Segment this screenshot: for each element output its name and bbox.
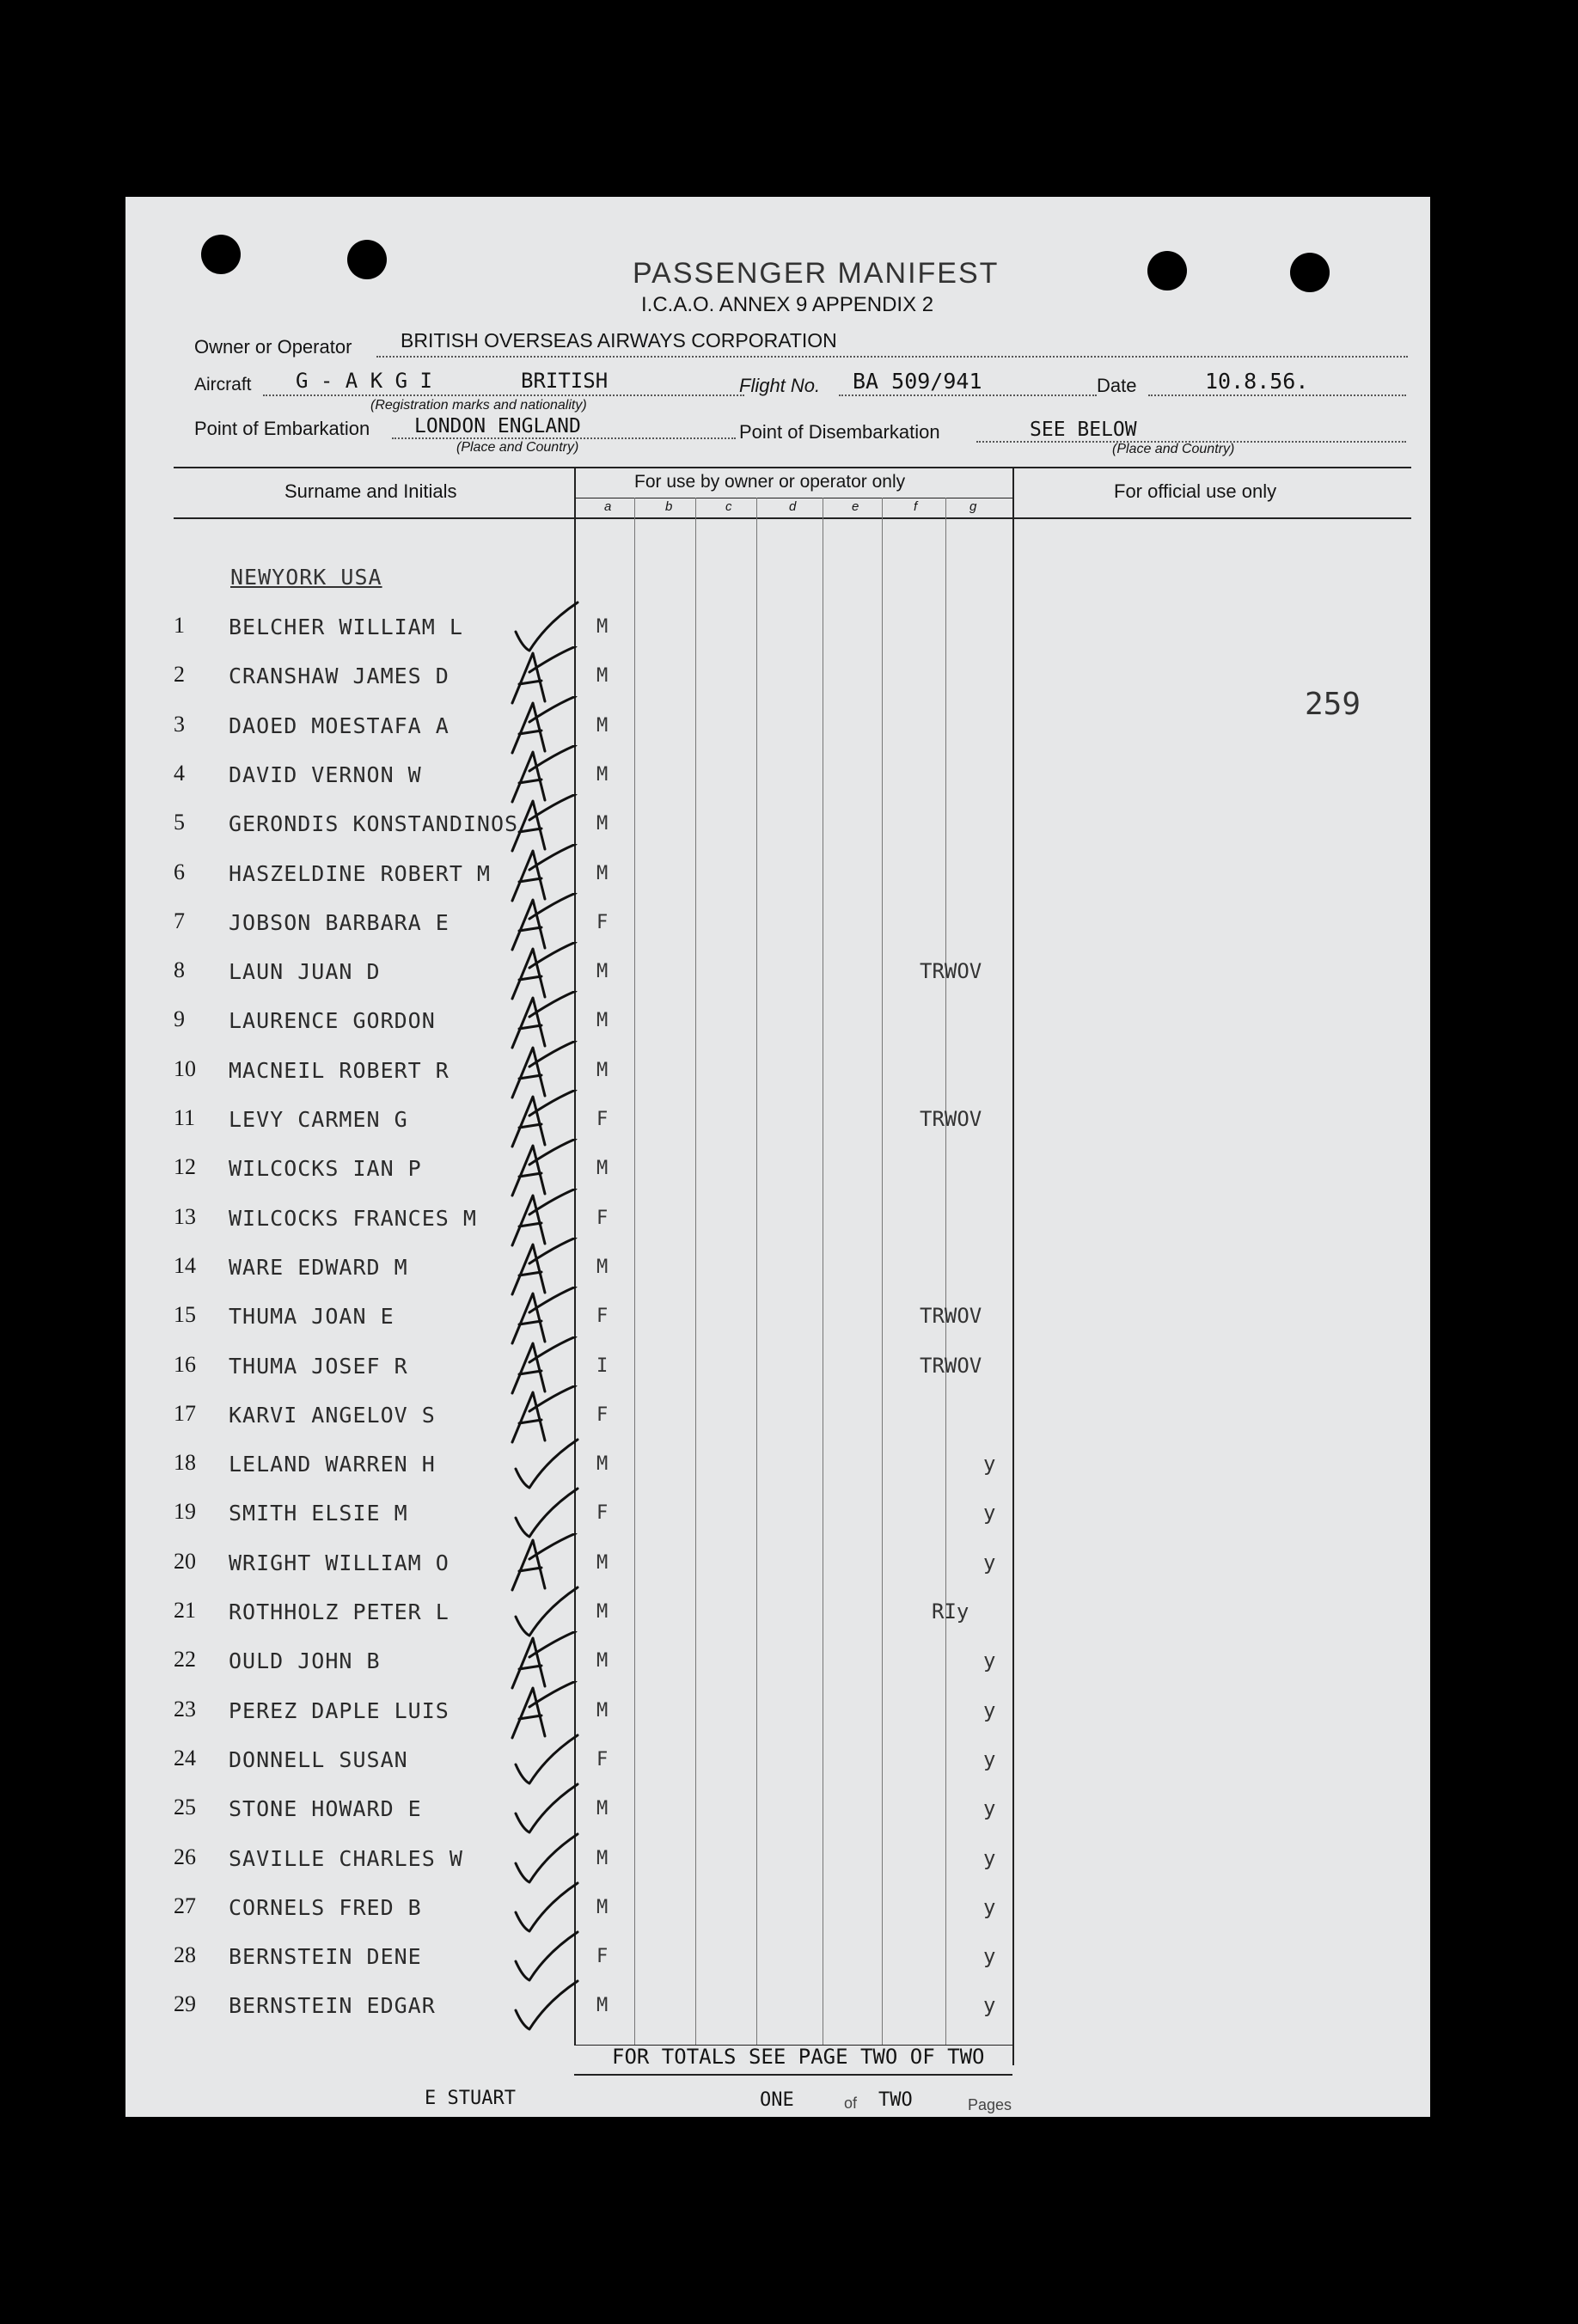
table-row	[125, 1048, 1430, 1097]
subcol-d: d	[789, 499, 797, 514]
column-g-note: y	[983, 1550, 996, 1575]
page-current: ONE	[760, 2089, 794, 2111]
passenger-sex: M	[596, 1995, 609, 2016]
passenger-name: OULD JOHN B	[229, 1648, 381, 1673]
passenger-sex: M	[596, 1700, 609, 1722]
table-row	[125, 1934, 1430, 1983]
table-row	[125, 1343, 1430, 1392]
table-row	[125, 703, 1430, 752]
column-g-note: TRWOV	[920, 1354, 982, 1378]
table-row	[125, 604, 1430, 653]
row-number: 1	[174, 613, 185, 638]
table-row	[125, 1441, 1430, 1490]
passenger-name: JOBSON BARBARA E	[229, 910, 450, 935]
passenger-name: STONE HOWARD E	[229, 1796, 422, 1821]
punch-hole	[201, 235, 241, 274]
passenger-sex: M	[596, 813, 609, 835]
subcol-a: a	[604, 499, 612, 514]
subcol-g: g	[969, 499, 977, 514]
disembarkation-note: (Place and Country)	[1112, 442, 1235, 456]
date-value: 10.8.56.	[1205, 369, 1309, 394]
column-g-note: y	[983, 1648, 996, 1673]
table-row	[125, 1392, 1430, 1441]
passenger-name: BERNSTEIN DENE	[229, 1944, 422, 1969]
table-row	[125, 851, 1430, 900]
totals-note: FOR TOTALS SEE PAGE TWO OF TWO	[612, 2045, 985, 2069]
row-number: 4	[174, 761, 185, 786]
col-official-header: For official use only	[1114, 480, 1277, 502]
passenger-sex: F	[596, 912, 609, 933]
row-number: 16	[174, 1352, 196, 1377]
disembarkation-label: Point of Disembarkation	[739, 421, 940, 443]
passenger-name: WILCOCKS FRANCES M	[229, 1206, 477, 1231]
table-row	[125, 949, 1430, 998]
column-g-note: y	[983, 1501, 996, 1525]
table-row	[125, 1638, 1430, 1687]
aircraft-label: Aircraft	[194, 375, 252, 394]
table-row	[125, 801, 1430, 850]
row-number: 26	[174, 1844, 196, 1869]
row-number: 13	[174, 1204, 196, 1229]
embarkation-note: (Place and Country)	[456, 440, 579, 455]
column-g-note: y	[983, 1796, 996, 1820]
col-surname-header: Surname and Initials	[284, 480, 457, 502]
passenger-name: DAOED MOESTAFA A	[229, 713, 450, 738]
row-number: 3	[174, 712, 185, 737]
of-label: of	[844, 2095, 858, 2112]
row-number: 7	[174, 908, 185, 933]
handwritten-check-mark	[504, 1976, 581, 2036]
destination-heading: NEWYORK USA	[230, 565, 382, 590]
embarkation-value: LONDON ENGLAND	[414, 415, 581, 437]
passenger-name: CRANSHAW JAMES D	[229, 664, 450, 688]
passenger-sex: F	[596, 1749, 609, 1771]
col-operator-header: For use by owner or operator only	[634, 472, 906, 492]
passenger-sex: M	[596, 1453, 609, 1475]
passenger-name: MACNEIL ROBERT R	[229, 1058, 450, 1083]
table-row	[125, 900, 1430, 949]
table-row	[125, 998, 1430, 1047]
row-number: 17	[174, 1401, 196, 1426]
pages-label: Pages	[968, 2096, 1012, 2113]
page-stamp: 259	[1305, 687, 1361, 722]
column-g-note: y	[983, 1993, 996, 2017]
row-number: 28	[174, 1942, 196, 1967]
passenger-sex: M	[596, 1158, 609, 1179]
passenger-name: BELCHER WILLIAM L	[229, 615, 463, 639]
passenger-name: SMITH ELSIE M	[229, 1501, 408, 1526]
passenger-sex: M	[596, 1257, 609, 1278]
passenger-name: BERNSTEIN EDGAR	[229, 1993, 436, 2018]
passenger-sex: M	[596, 665, 609, 687]
table-row	[125, 1490, 1430, 1539]
passenger-sex: M	[596, 1848, 609, 1869]
column-g-note: TRWOV	[920, 1107, 982, 1131]
registration-note: (Registration marks and nationality)	[370, 398, 587, 413]
table-row	[125, 1786, 1430, 1835]
row-number: 15	[174, 1302, 196, 1327]
table-row	[125, 1885, 1430, 1934]
table-row	[125, 653, 1430, 702]
row-number: 19	[174, 1499, 196, 1524]
row-number: 25	[174, 1795, 196, 1819]
passenger-sex: F	[596, 1946, 609, 1967]
table-row	[125, 1688, 1430, 1737]
passenger-name: DONNELL SUSAN	[229, 1747, 408, 1772]
passenger-sex: I	[596, 1355, 609, 1377]
row-number: 23	[174, 1697, 196, 1722]
passenger-sex: M	[596, 1601, 609, 1623]
passenger-sex: F	[596, 1404, 609, 1426]
passenger-sex: M	[596, 1060, 609, 1081]
owner-label: Owner or Operator	[194, 336, 352, 358]
passenger-name: THUMA JOAN E	[229, 1304, 394, 1329]
column-g-note: y	[983, 1846, 996, 1870]
passenger-sex: M	[596, 961, 609, 982]
row-number: 27	[174, 1893, 196, 1918]
passenger-sex: F	[596, 1306, 609, 1327]
row-number: 5	[174, 810, 185, 835]
row-number: 6	[174, 859, 185, 884]
manifest-title: PASSENGER MANIFEST	[633, 257, 1000, 290]
passenger-name: ROTHHOLZ PETER L	[229, 1599, 450, 1624]
date-label: Date	[1097, 375, 1137, 396]
passenger-name: THUMA JOSEF R	[229, 1354, 408, 1379]
passenger-sex: M	[596, 1552, 609, 1574]
manifest-sheet	[125, 197, 1430, 2117]
passenger-sex: M	[596, 1798, 609, 1819]
subcol-b: b	[665, 499, 673, 514]
passenger-sex: M	[596, 1010, 609, 1031]
row-number: 20	[174, 1549, 196, 1574]
passenger-sex: M	[596, 1650, 609, 1672]
row-number: 24	[174, 1746, 196, 1771]
table-row	[125, 1589, 1430, 1638]
subcol-e: e	[852, 499, 859, 514]
column-g-note: TRWOV	[920, 1304, 982, 1328]
column-g-note: y	[983, 1698, 996, 1722]
embarkation-label: Point of Embarkation	[194, 418, 370, 439]
passenger-sex: F	[596, 1208, 609, 1229]
table-row	[125, 1836, 1430, 1885]
row-number: 14	[174, 1253, 196, 1278]
row-number: 8	[174, 957, 185, 982]
page-total: TWO	[878, 2089, 913, 2111]
column-g-note: TRWOV	[920, 959, 982, 983]
punch-hole	[1147, 251, 1187, 290]
passenger-name: LAUN JUAN D	[229, 959, 381, 984]
row-number: 9	[174, 1006, 185, 1031]
punch-hole	[1290, 253, 1330, 292]
passenger-name: GERONDIS KONSTANDINOS	[229, 811, 519, 836]
passenger-name: LAURENCE GORDON	[229, 1008, 436, 1033]
owner-value: BRITISH OVERSEAS AIRWAYS CORPORATION	[401, 329, 837, 352]
passenger-sex: F	[596, 1502, 609, 1524]
subcol-f: f	[914, 499, 918, 514]
passenger-name: CORNELS FRED B	[229, 1895, 422, 1920]
table-row	[125, 1737, 1430, 1786]
passenger-sex: M	[596, 616, 609, 638]
column-g-note: y	[983, 1895, 996, 1919]
row-number: 2	[174, 662, 185, 687]
passenger-sex: M	[596, 764, 609, 786]
table-row	[125, 1245, 1430, 1293]
column-g-note: y	[983, 1747, 996, 1771]
passenger-name: WILCOCKS IAN P	[229, 1156, 422, 1181]
row-number: 12	[174, 1154, 196, 1179]
table-row	[125, 1196, 1430, 1245]
column-g-note: RIy	[932, 1599, 969, 1624]
passenger-name: LELAND WARREN H	[229, 1452, 436, 1477]
passenger-name: DAVID VERNON W	[229, 762, 422, 787]
table-row	[125, 1293, 1430, 1342]
signature-name: E STUART	[425, 2088, 516, 2109]
passenger-name: LEVY CARMEN G	[229, 1107, 408, 1132]
passenger-name: KARVI ANGELOV S	[229, 1403, 436, 1428]
table-row	[125, 1540, 1430, 1589]
manifest-subtitle: I.C.A.O. ANNEX 9 APPENDIX 2	[641, 293, 934, 316]
subcol-c: c	[725, 499, 732, 514]
column-g-note: y	[983, 1944, 996, 1968]
passenger-sex: M	[596, 1897, 609, 1918]
passenger-name: WRIGHT WILLIAM O	[229, 1550, 450, 1575]
table-row	[125, 1146, 1430, 1195]
row-number: 22	[174, 1647, 196, 1672]
passenger-name: WARE EDWARD M	[229, 1255, 408, 1280]
punch-hole	[347, 240, 387, 279]
disembarkation-value: SEE BELOW	[1030, 419, 1137, 441]
nationality-value: BRITISH	[521, 369, 609, 393]
passenger-name: PEREZ DAPLE LUIS	[229, 1698, 450, 1723]
passenger-sex: M	[596, 863, 609, 884]
flight-label: Flight No.	[739, 375, 821, 396]
passenger-sex: M	[596, 715, 609, 737]
row-number: 11	[174, 1105, 196, 1130]
flight-value: BA 509/941	[853, 369, 982, 394]
passenger-name: SAVILLE CHARLES W	[229, 1846, 463, 1871]
row-number: 29	[174, 1991, 196, 2016]
row-number: 21	[174, 1598, 196, 1623]
aircraft-value: G - A K G I	[296, 369, 432, 393]
passenger-sex: F	[596, 1109, 609, 1130]
row-number: 10	[174, 1056, 196, 1081]
column-g-note: y	[983, 1452, 996, 1476]
passenger-name: HASZELDINE ROBERT M	[229, 861, 491, 886]
table-row	[125, 1983, 1430, 2032]
row-number: 18	[174, 1450, 196, 1475]
table-row	[125, 1097, 1430, 1146]
table-row	[125, 752, 1430, 801]
